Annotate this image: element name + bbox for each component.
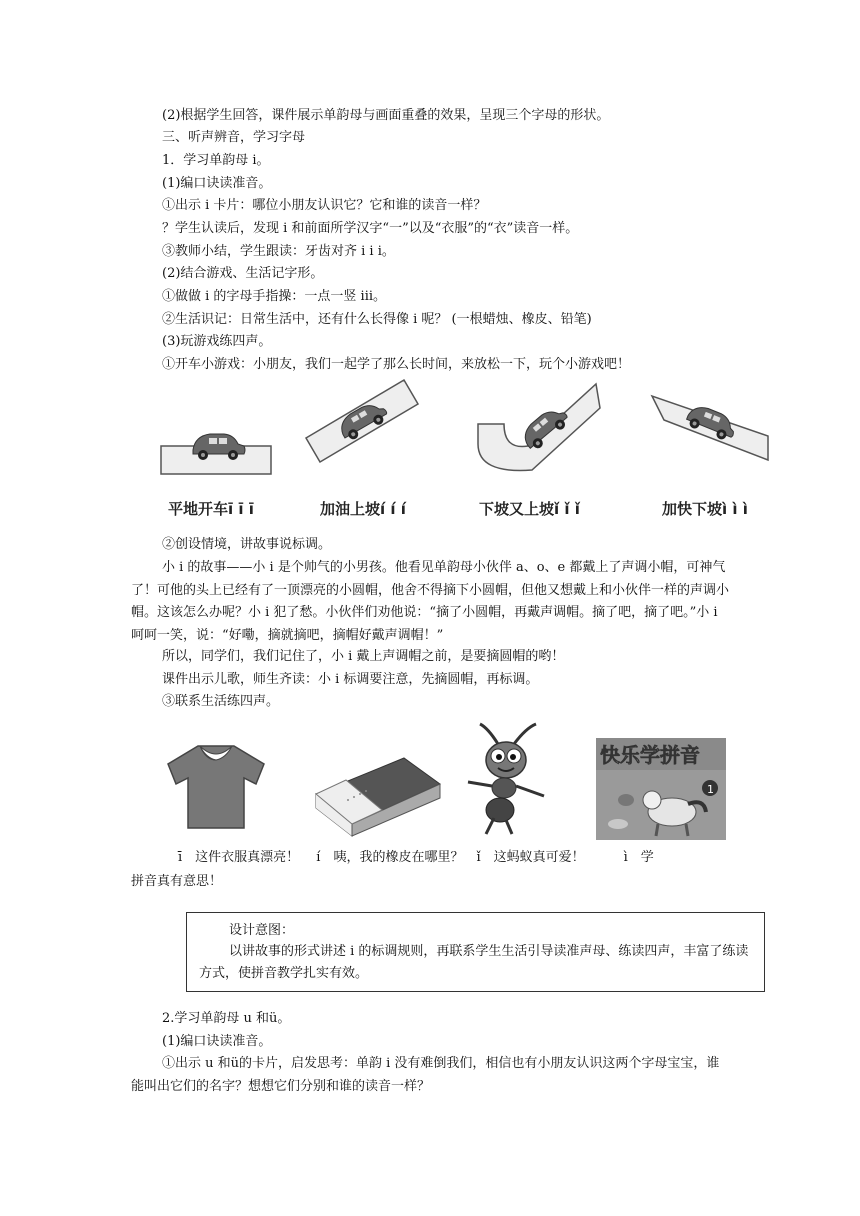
caption-downhill: 加快下坡ì ì ì xyxy=(662,500,748,518)
caption-uphill: 加油上坡í í í xyxy=(320,500,406,518)
caption-flat-road: 平地开车ī ī ī xyxy=(168,500,254,518)
story-paragraph: 小 i 的故事——小 i 是个帅气的小男孩。他看见单韵母小伙伴 a、o、e 都戴上了声调小帽，可神气了！可他的头上已经有了一顶漂亮的小圆帽，他舍不得摘下小圆帽，但他又想戴上和小伙伴一样的声调小帽。这该怎么办呢？小 i 犯了愁。小伙伴们劝他说：“摘了小圆帽，再戴声调帽。摘了吧，摘了吧。”小 i 呵呵一笑，说：“好嘞，摘就摘吧，摘帽好戴声调帽！” xyxy=(131,560,730,643)
section-heading: 三、听声辨音，学习字母 xyxy=(162,130,306,145)
text-line: 课件出示儿歌，师生齐读：小 i 标调要注意，先摘圆帽，再标调。 xyxy=(162,672,539,687)
tone-sentences-line: 拼音真有意思！ xyxy=(131,874,223,889)
design-intent-body: 以讲故事的形式讲述 i 的标调规则，再联系学生生活引导读准声母、练读四声，丰富了练读方式，使拼音教学扎实有效。 xyxy=(199,944,749,981)
design-intent-title: 设计意图： xyxy=(229,923,295,938)
poster-title: 快乐学拼音 xyxy=(600,743,700,767)
subsection-heading: 2.学习单韵母 u 和ü。 xyxy=(162,1011,291,1026)
text-line: ③联系生活练四声。 xyxy=(162,694,280,709)
car-downhill-road-illustration xyxy=(650,394,770,464)
car-down-up-road-illustration xyxy=(474,378,602,474)
shirt-illustration xyxy=(160,740,272,832)
text-line: ②创设情境，讲故事说标调。 xyxy=(162,537,332,552)
text-line: ？学生认读后，发现 i 和前面所学汉字“一”以及“衣服”的“衣”读音一样。 xyxy=(162,221,579,236)
text-line: (3)玩游戏练四声。 xyxy=(162,334,272,349)
text-line: (2)根据学生回答，课件展示单韵母与画面重叠的效果，呈现三个字母的形状。 xyxy=(162,108,610,123)
caption-down-up: 下坡又上坡ǐ ǐ ǐ xyxy=(479,500,580,518)
eraser-illustration xyxy=(312,754,444,838)
pinyin-poster-illustration xyxy=(596,738,726,840)
text-paragraph: ①出示 u 和ü的卡片，启发思考：单韵 i 没有难倒我们，相信也有小朋友认识这两个字母宝宝，谁能叫出它们的名字？想想它们分别和谁的读音一样？ xyxy=(131,1056,720,1094)
car-uphill-road-illustration xyxy=(304,376,420,466)
text-line: (1)编口诀读准音。 xyxy=(162,176,272,191)
text-line: ②生活识记：日常生活中，还有什么长得像 i 呢？ (一根蜡烛、橡皮、铅笔) xyxy=(162,312,592,327)
svg-text:1: 1 xyxy=(707,783,714,796)
text-line: ①出示 i 卡片：哪位小朋友认识它？它和谁的读音一样？ xyxy=(162,198,487,213)
ant-illustration xyxy=(458,722,554,838)
text-line: 所以，同学们，我们记住了，小 i 戴上声调帽之前，是要摘圆帽的哟！ xyxy=(162,649,565,664)
design-intent-box xyxy=(186,912,765,992)
text-line: ③教师小结，学生跟读：牙齿对齐 i i i。 xyxy=(162,244,395,259)
car-flat-road-illustration xyxy=(160,408,272,478)
subsection-heading: 1．学习单韵母 i。 xyxy=(162,153,270,168)
text-line: (2)结合游戏、生活记字形。 xyxy=(162,266,324,281)
tone-sentences-line: ī 这件衣服真漂亮！ í 咦，我的橡皮在哪里？ ǐ 这蚂蚁真可爱！ ì 学 xyxy=(178,850,654,865)
text-line: (1)编口诀读准音。 xyxy=(162,1034,272,1049)
text-line: ①开车小游戏：小朋友，我们一起学了那么长时间，来放松一下，玩个小游戏吧！ xyxy=(162,357,631,372)
text-line: ①做做 i 的字母手指操：一点一竖 iii。 xyxy=(162,289,387,304)
